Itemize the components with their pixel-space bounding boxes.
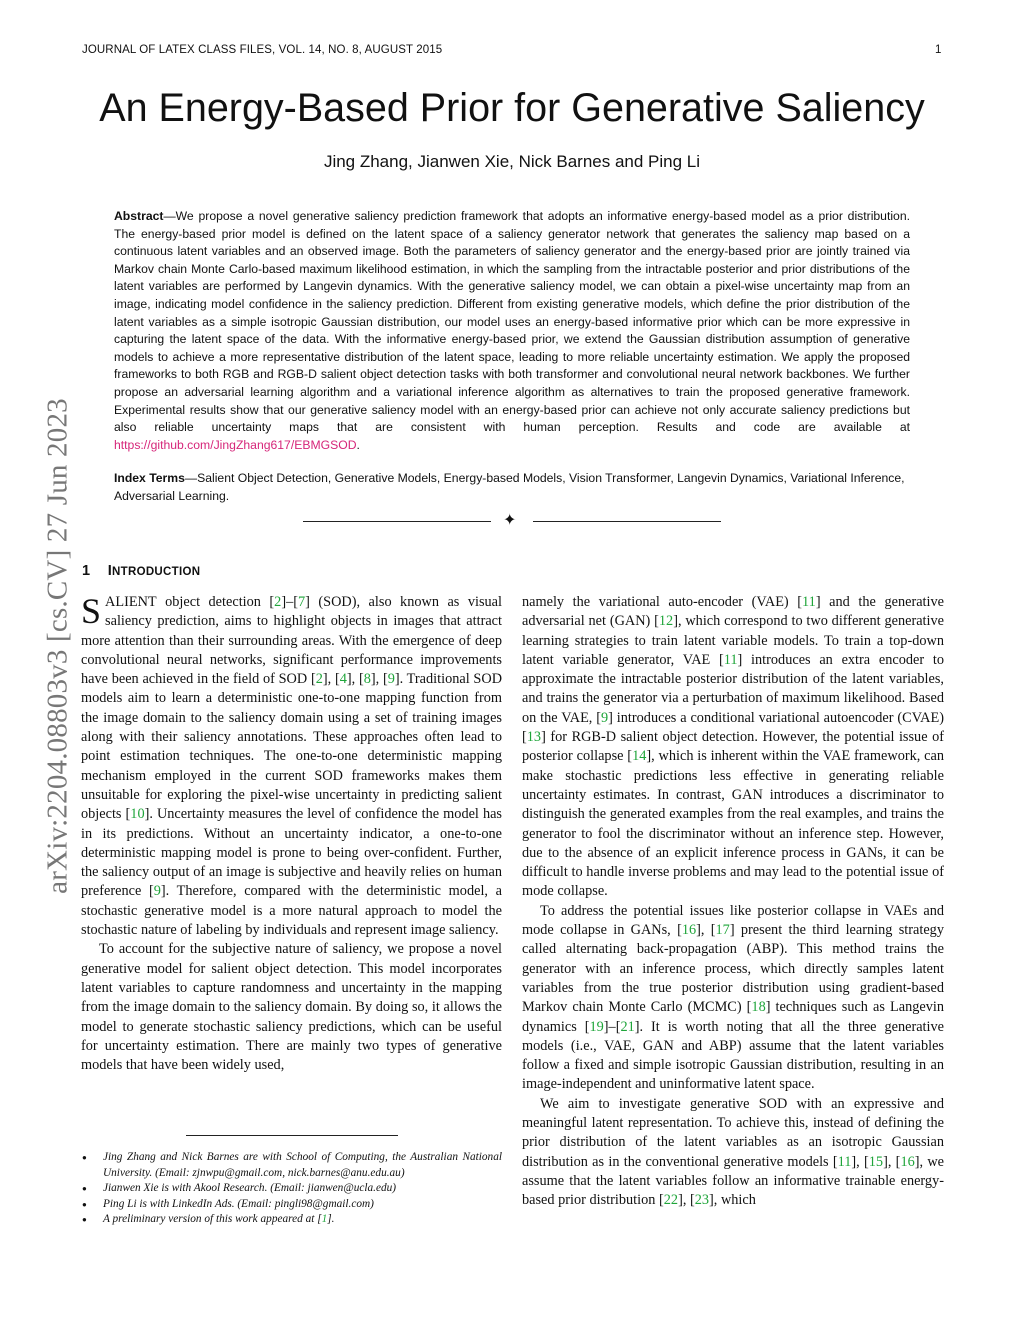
index-terms-text: —Salient Object Detection, Generative Models, Energy-based Models, Vision Transformer, Langevin Dynamics, Variational Inference, Adversarial Learning.	[114, 471, 905, 503]
citation-link[interactable]: 13	[526, 729, 542, 746]
text-run: ], we assume that the latent variables follow an informative trainable energy-based prior distribution [	[522, 1153, 944, 1209]
section-heading	[82, 563, 200, 579]
text-run: ] introduces an extra encoder to approximate the intractable posterior distribution of the latent variables, and trains the generator via a perturbation of maximum likelihood. Based on the VAE, [	[522, 651, 944, 726]
citation-link[interactable]: 22	[663, 1192, 679, 1209]
citation-link[interactable]: 2	[315, 671, 323, 688]
author-list: Jing Zhang, Jianwen Xie, Nick Barnes and Ping Li	[323, 152, 701, 171]
citation-link[interactable]: 4	[339, 671, 347, 688]
citation-link[interactable]: 15	[868, 1153, 884, 1170]
text-run: ] introduces a conditional variational autoencoder (CVAE) [	[522, 709, 944, 746]
text-run: ], which is inherent within the VAE framework, can make stochastic predictions less effective in generating reliable uncertainty estimates. In contrast, GAN introduces a discriminator to distinguish the generated examples from the real examples, and trains the generator to fool the discriminator without an inference step. However, due to the absence of an explicit inference process in GANs, it can be difficult to handle inverse problems and may lead to the potential issue of mode collapse.	[522, 748, 944, 900]
paragraph-2: To account for the subjective nature of saliency, we propose a novel generative model for salient object detection. This model incorporates latent variables to capture randomness and uncertainty in the mapping from the image domain to the saliency domain. By doing so, it allows the model to generate stochastic saliency predictions, which can be useful for uncertainty estimation. There are mainly two types of generative models that have been widely used,	[81, 941, 502, 1074]
text-run: ], [	[346, 671, 364, 688]
footnote-rule	[186, 1135, 398, 1136]
footnote-item	[81, 1212, 502, 1228]
citation-link[interactable]: 8	[363, 671, 371, 688]
drop-cap: S	[81, 591, 102, 631]
separator-diamond-icon: ✦	[503, 512, 517, 529]
citation-link[interactable]: 21	[620, 1018, 635, 1035]
separator-line-left	[303, 521, 491, 522]
section-number: 1	[82, 563, 91, 579]
citation-link[interactable]: 11	[802, 594, 816, 610]
text-run: ], which	[709, 1192, 756, 1209]
citation-link[interactable]: 16	[900, 1153, 915, 1170]
citation-link[interactable]: 9	[153, 883, 161, 900]
text-run: We aim to investigate generative SOD with an expressive and meaningful latent representation. To achieve this, instead of defining the prior distribution of the latent variables as an isotropic Gaussian distribution as in the conventional generative models [	[522, 1095, 944, 1170]
index-terms	[114, 470, 910, 505]
code-link[interactable]: https://github.com/JingZhang617/EBMGSOD	[114, 437, 357, 452]
paragraph-3	[522, 593, 944, 902]
text-run: namely the variational auto-encoder (VAE) [	[522, 594, 803, 610]
citation-link[interactable]: 14	[632, 748, 647, 765]
text-run: ] and the generative adversarial net (GAN) [	[522, 594, 944, 630]
running-head: JOURNAL OF LATEX CLASS FILES, VOL. 14, NO. 8, AUGUST 2015	[82, 44, 443, 56]
footnote-item: ● Ping Li is with LinkedIn Ads. (Email: pingli98@gmail.com)	[81, 1197, 502, 1213]
section-title-rest: NTRODUCTION	[112, 566, 201, 578]
text-run: ], [	[696, 922, 716, 939]
citation-link[interactable]: 9	[601, 709, 609, 726]
citation-link[interactable]: 2	[274, 594, 282, 610]
section-title-initial: I	[107, 563, 113, 579]
footnote-text: A preliminary version of this work appeared at [	[103, 1213, 322, 1225]
citation-link[interactable]: 16	[681, 922, 697, 939]
abstract-end: .	[356, 437, 360, 452]
index-terms-label: Index Terms	[114, 471, 185, 485]
text-run: ], [	[370, 671, 388, 688]
abstract-label: Abstract	[114, 209, 164, 223]
text-run: ], [	[883, 1153, 901, 1170]
citation-link[interactable]: 12	[658, 613, 674, 630]
abstract-text: —We propose a novel generative saliency prediction framework that adopts an informative energy-based model as a prior distribution. The energy-based prior model is defined on the latent space of a saliency generator network that generates the saliency map based on a continuous latent variables and an observed image. Both the parameters of saliency generator and the energy-based prior are jointly trained via Markov chain Monte Carlo-based maximum likelihood estimation, in which the sampling from the intractable posterior and prior distributions of the latent variables are performed by Langevin dynamics. With the generative saliency model, we can obtain a pixel-wise uncertainty map from an image, indicating model confidence in the saliency prediction. Different from existing generative models, which define the prior distribution of the latent variables as a simple isotropic Gaussian distribution, our model uses an energy-based informative prior which can be more expressive in capturing the latent space of the data. With the informative energy-based prior, we extend the Gaussian distribution assumption of generative models to achieve a more representative distribution of the latent space, leading to more reliable uncertainty estimation. We apply the proposed frameworks to both RGB and RGB-D salient object detection tasks with both transformer and convolutional neural network backbones. We further propose an adversarial learning algorithm and a variational inference algorithm as alternatives to train the proposed generative framework. Experimental results show that our generative saliency model with an energy-based prior can achieve not only accurate saliency predictions but also reliable uncertainty maps that are consistent with human perception. Results and code are available at	[114, 209, 910, 435]
body-column-left	[81, 593, 502, 1075]
text-run: ] present the third learning strategy called alternating back-propagation (ABP). This method trains the generator with an inference process, which directly samples latent variables from the true posterior distribution using gradient-based Markov chain Monte Carlo (MCMC) [	[522, 922, 944, 1016]
citation-link[interactable]: 10	[130, 806, 145, 823]
paragraph-5	[522, 1095, 944, 1211]
citation-link[interactable]: 18	[751, 999, 766, 1016]
text-run: ]. It is worth noting that all the three generative models (i.e., VAE, GAN and ABP) assume that the latent variables follow a fixed and simple isotropic Gaussian distribution, resulting in an image-independent and uninformative latent space.	[522, 1018, 944, 1093]
citation-link[interactable]: 11	[723, 651, 738, 668]
text-run: To address the potential issues like posterior collapse in VAEs and mode collapse in GANs, [	[522, 902, 944, 939]
arxiv-identifier-stamp: arXiv:2204.08803v3 [cs.CV] 27 Jun 2023	[41, 398, 74, 894]
abstract	[114, 208, 910, 454]
text-run: ]. Uncertainty measures the level of confidence the model has in its predictions. Without an uncertainty indicator, a one-to-one deterministic mapping model is prone to being over-confident. Further, the saliency output of an image is subjective and heavily relies on human preference [	[81, 806, 502, 900]
footnote-text: ].	[327, 1213, 335, 1225]
text-run: ] for RGB-D salient object detection. However, the potential issue of posterior collapse [	[522, 729, 944, 765]
page-number: 1	[935, 44, 942, 56]
citation-link[interactable]: 9	[387, 671, 395, 688]
citation-link[interactable]: 11	[837, 1153, 852, 1170]
citation-link[interactable]: 1	[321, 1213, 328, 1225]
lead-in: ALIENT	[105, 594, 157, 610]
text-run: ]. Traditional SOD models aim to learn a deterministic one-to-one mapping function from the image domain to the saliency domain using a set of training images along with their saliency annotations. These approaches often lead to point estimation techniques. The one-to-one deterministic mapping mechanism employed in the current SOD frameworks makes them unsuitable for exploring the pixel-wise uncertainty in predicting salient objects [	[81, 671, 503, 823]
separator-line-right	[533, 521, 721, 522]
text-run: object detection [	[156, 594, 275, 610]
citation-link[interactable]: 7	[298, 594, 306, 610]
text-run: ] techniques such as Langevin dynamics [	[522, 999, 944, 1035]
text-run: ] (SOD), also known as visual saliency prediction, aims to highlight objects in images that attract more attention than their surrounding areas. With the emergence of deep convolutional neural networks, significant performance improvements have been achieved in the field of SOD [	[81, 594, 502, 688]
text-run: ], [	[678, 1192, 695, 1209]
text-run: ]–[	[603, 1018, 621, 1035]
paper-title: An Energy-Based Prior for Generative Saliency	[99, 86, 925, 130]
footnotes	[81, 1150, 502, 1228]
citation-link[interactable]: 17	[715, 922, 730, 939]
text-run: ]. Therefore, compared with the deterministic model, a stochastic generative model is a more natural approach to model the stochastic nature of labeling by individuals and represent image saliency.	[81, 883, 502, 939]
footnote-item: ● Jianwen Xie is with Akool Research. (Email: jianwen@ucla.edu)	[81, 1181, 502, 1197]
paragraph-1	[81, 593, 502, 940]
paragraph-4	[522, 902, 944, 1095]
citation-link[interactable]: 23	[694, 1192, 710, 1209]
text-run: ], [	[322, 671, 340, 688]
text-run: ], which correspond to two different generative learning strategies to train latent variable models. To train a top-down latent variable generator, VAE [	[522, 613, 944, 668]
footnote-item: ● Jing Zhang and Nick Barnes are with School of Computing, the Australian National University. (Email: zjnwpu@gmail.com, nick.barnes@anu.edu.au)	[81, 1150, 502, 1181]
text-run: ]–[	[281, 594, 298, 610]
citation-link[interactable]: 19	[589, 1018, 604, 1035]
text-run: ], [	[851, 1153, 869, 1170]
body-column-right	[522, 593, 944, 1211]
